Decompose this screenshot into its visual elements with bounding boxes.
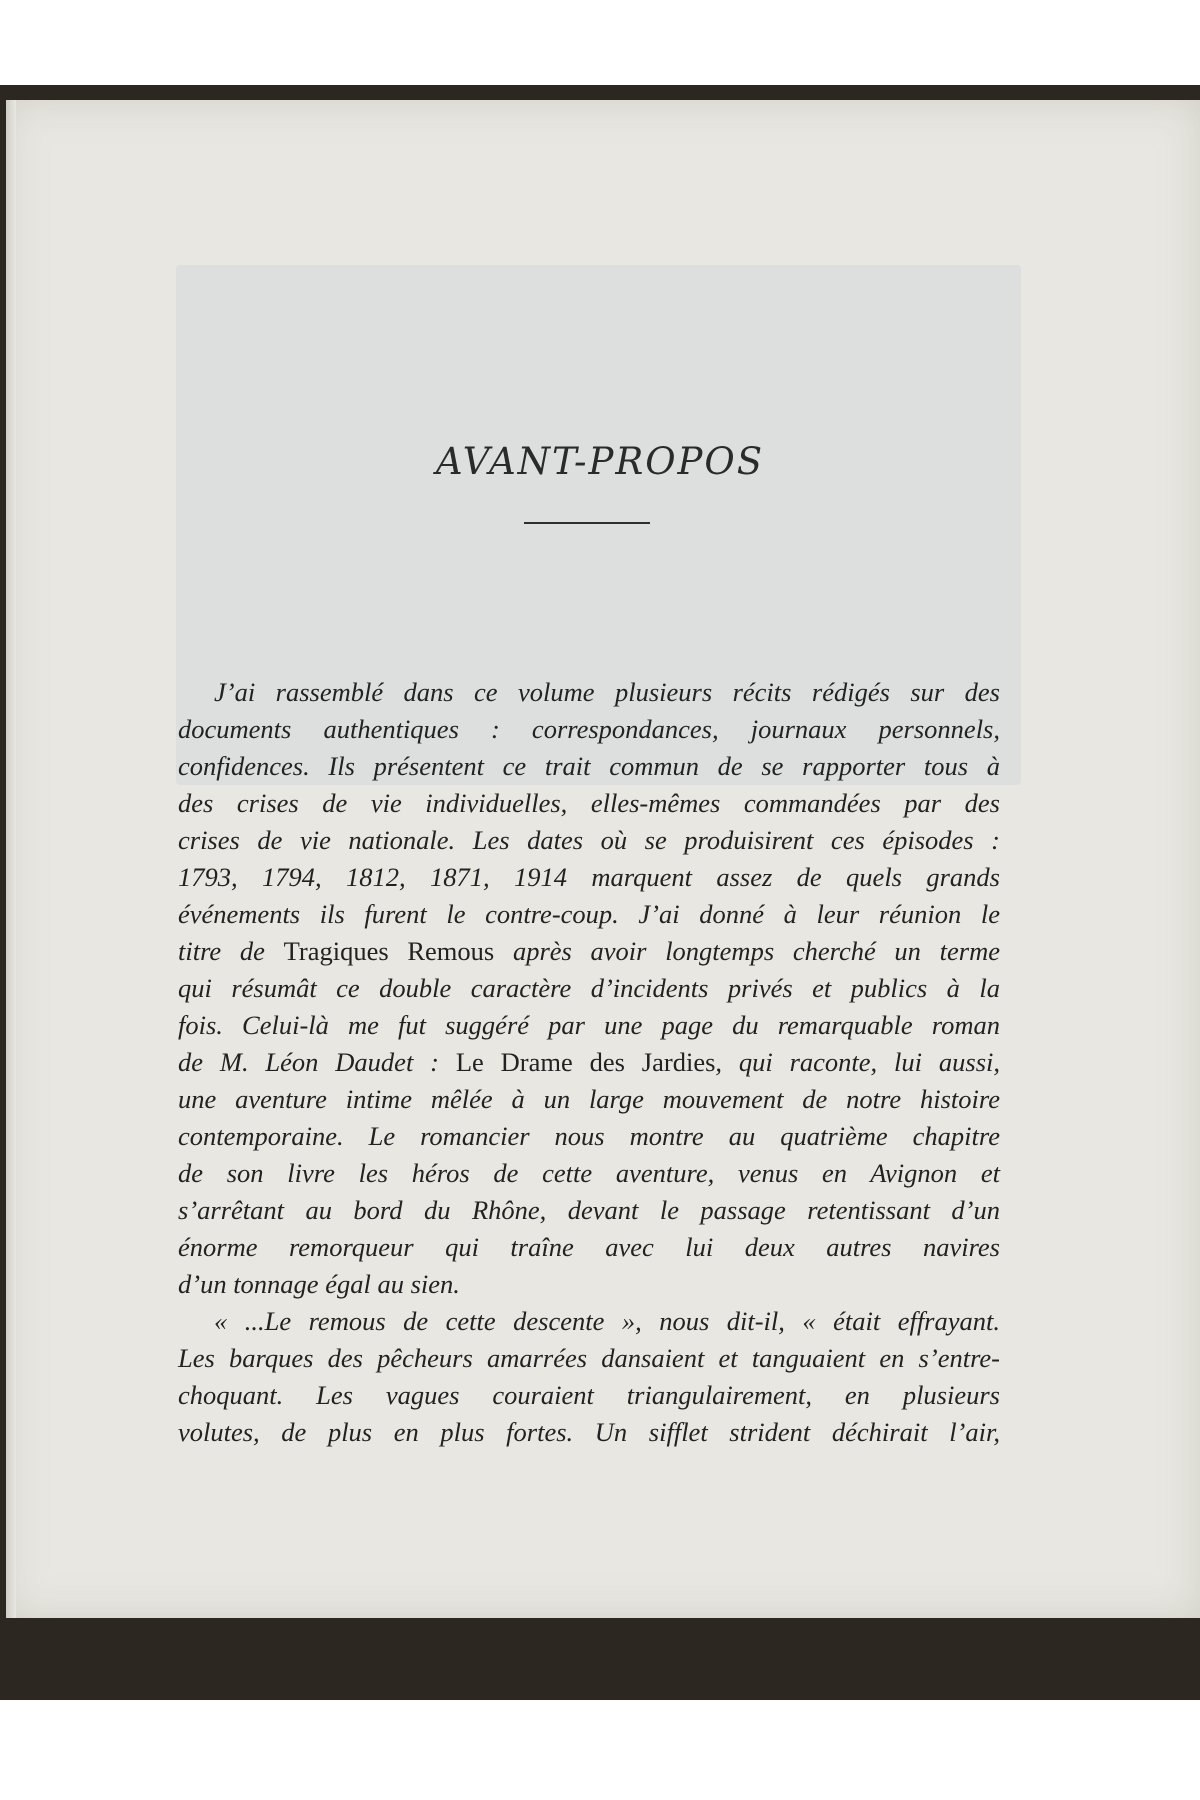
text-line: confidences. Ils présentent ce trait commun de se rapporter tous à xyxy=(178,751,1000,781)
text-line: s’arrêtant au bord du Rhône, devant le passage retentissant d’un xyxy=(178,1195,1000,1225)
page-edge xyxy=(6,100,16,1618)
text-line: qui résumât ce double caractère d’incidents privés et publics à la xyxy=(178,973,1000,1003)
text-line xyxy=(178,933,1000,970)
text-line: une aventure intime mêlée à un large mouvement de notre histoire xyxy=(178,1084,1000,1114)
text-line xyxy=(178,1044,1000,1081)
text-segment: , qui raconte, lui aussi, xyxy=(715,1047,1000,1077)
book-title-reference: Tragiques Remous xyxy=(283,936,495,966)
text-line: des crises de vie individuelles, elles-mêmes commandées par des xyxy=(178,788,1000,818)
text-line: événements ils furent le contre-coup. J’ai donné à leur réunion le xyxy=(178,899,1000,929)
page-title: AVANT-PROPOS xyxy=(435,440,765,483)
body-text xyxy=(178,674,1000,1451)
text-line: 1793, 1794, 1812, 1871, 1914 marquent assez de quels grands xyxy=(178,862,1000,892)
text-segment: de M. Léon Daudet : xyxy=(178,1047,456,1077)
text-segment: après avoir longtemps cherché un terme xyxy=(494,936,1000,966)
text-line: documents authentiques : correspondances, journaux personnels, xyxy=(178,714,1000,744)
title-rule xyxy=(524,522,650,524)
text-line: contemporaine. Le romancier nous montre au quatrième chapitre xyxy=(178,1121,1000,1151)
text-line: crises de vie nationale. Les dates où se produisirent ces épisodes : xyxy=(178,825,1000,855)
text-line: choquant. Les vagues couraient triangulairement, en plusieurs xyxy=(178,1380,1000,1410)
text-line: J’ai rassemblé dans ce volume plusieurs récits rédigés sur des xyxy=(214,677,1000,707)
text-line: fois. Celui-là me fut suggéré par une page du remarquable roman xyxy=(178,1010,1000,1040)
text-line: « ...Le remous de cette descente », nous dit-il, « était effrayant. xyxy=(214,1306,1000,1336)
text-line: Les barques des pêcheurs amarrées dansaient et tanguaient en s’entre- xyxy=(178,1343,1000,1373)
text-line: de son livre les héros de cette aventure, venus en Avignon et xyxy=(178,1158,1000,1188)
text-line: énorme remorqueur qui traîne avec lui deux autres navires xyxy=(178,1232,1000,1262)
text-segment: titre de xyxy=(178,936,284,966)
text-line: volutes, de plus en plus fortes. Un sifflet strident déchirait l’air, xyxy=(178,1417,1000,1447)
text-line: d’un tonnage égal au sien. xyxy=(178,1269,460,1299)
book-title-reference: Le Drame des Jardies xyxy=(455,1047,716,1077)
